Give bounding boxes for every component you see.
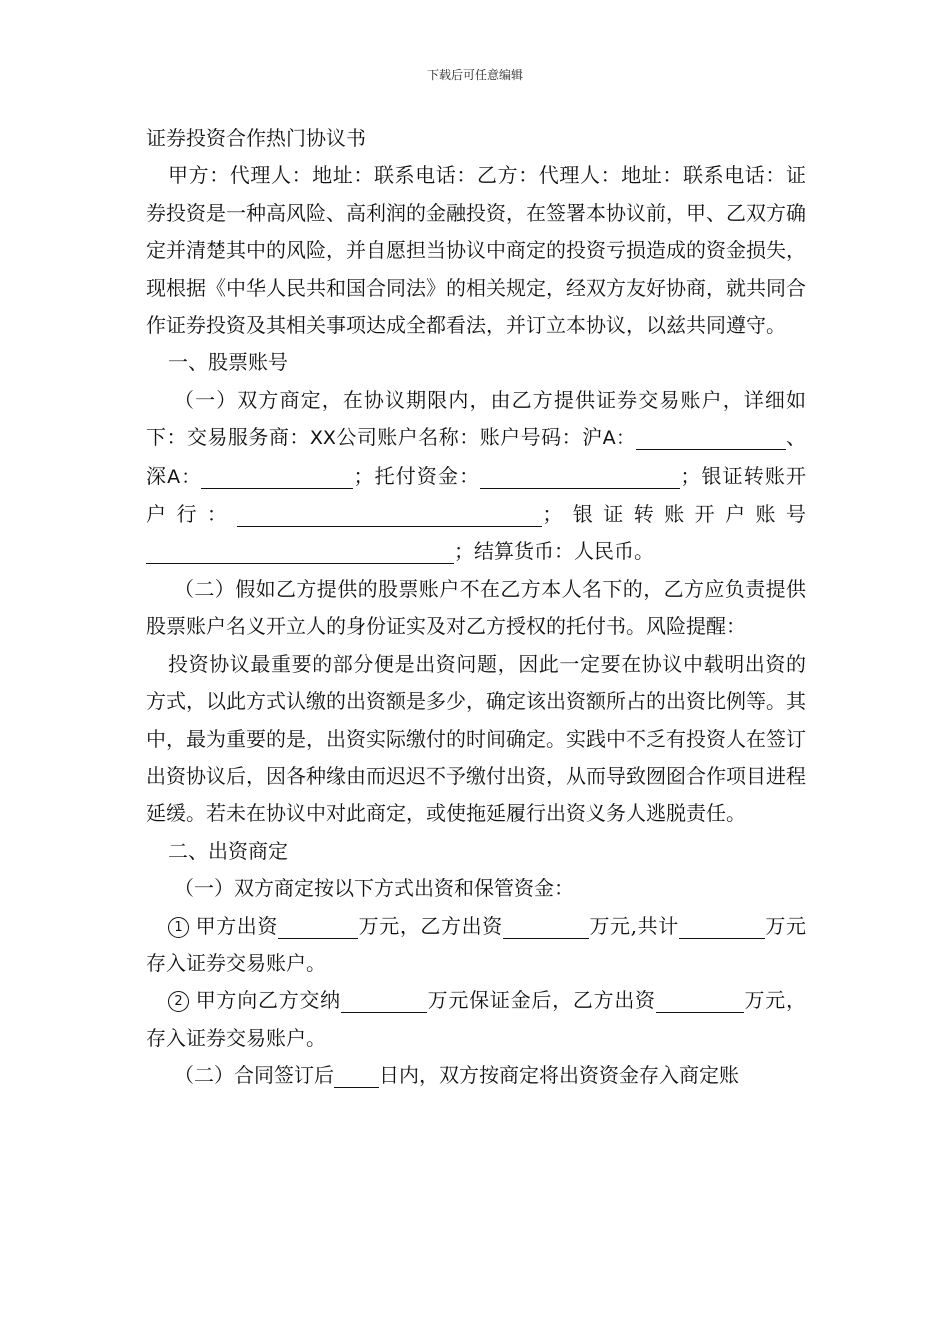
section1-paragraph-2: （二）假如乙方提供的股票账户不在乙方本人名下的，乙方应负责提供股票账户名义开立人的身份证实及对乙方授权的托付书。风险提醒： (146, 576, 806, 639)
text-segment: 万元保证金后，乙方出资 (426, 988, 656, 1013)
section2-paragraph-1: （一）双方商定按以下方式出资和保管资金： (174, 876, 574, 901)
text-segment: （一）双方商定，在协议期限内，由乙方提供证券交易账户，详细如下：交易服务商： (146, 387, 806, 450)
sz-account-blank[interactable] (201, 466, 353, 489)
contribution-item-2 (146, 982, 806, 1057)
text-segment: ；结算货币：人民币。 (454, 539, 654, 564)
section2-paragraph-2 (146, 1057, 806, 1094)
text-segment: ；银证转账开户行： (146, 463, 807, 527)
party-a-amount-blank[interactable] (278, 916, 358, 939)
intro-paragraph: 甲方：代理人：地址：联系电话：乙方：代理人：地址：联系电话：证券投资是一种高风险、高利润的金融投资，在签署本协议前，甲、乙双方确定并清楚其中的风险，并自愿担当协议中商定的投资亏损造成的资金损失，现根据《中华人民共和国合同法》的相关规定，经双方友好协商，就共同合作证券投资及其相关事项达成全都看法，并订立本协议，以兹共同遵守。 (146, 163, 806, 338)
text-segment: 日内，双方按商定将出资资金存入商定账 (379, 1063, 739, 1088)
text-segment: 甲方向乙方交纳 (195, 988, 341, 1013)
text-segment: 、深 (146, 425, 807, 488)
risk-paragraph: 投资协议最重要的部分便是出资问题，因此一定要在协议中载明出资的方式，以此方式认缴的出资额是多少，确定该出资额所占的出资比例等。其中，最为重要的是，出资实际缴付的时间确定。实践中不乏有投资人在签订出资协议后，因各种缘由而迟迟不予缴付出资，从而导致囫囵合作项目进程延缓。若未在协议中对此商定，或使拖延履行出资义务人逃脱责任。 (146, 651, 806, 826)
section1-account-paragraph (146, 382, 806, 571)
document-body (146, 120, 806, 1095)
header-note: 下载后可任意编辑 (426, 68, 523, 82)
text-segment: ；托付资金： (353, 463, 481, 488)
text-segment: （二）合同签订后 (174, 1063, 334, 1088)
section2-heading: 二、出资商定 (168, 838, 288, 863)
text-segment: 万元,共计 (588, 913, 679, 938)
text-segment: 甲方出资 (195, 913, 279, 938)
party-b-amount-blank[interactable] (503, 916, 589, 939)
text-segment: 万元，乙方出资 (358, 913, 503, 938)
text-segment: 万元存入证券交易账户。 (146, 913, 807, 975)
section1-heading: 一、股票账号 (168, 350, 288, 375)
circled-number: 2 (168, 991, 189, 1012)
bank-account-blank[interactable] (146, 541, 454, 564)
entrusted-funds-blank[interactable] (480, 466, 680, 489)
text-segment: 公司账户名称：账户号码：沪 (335, 425, 603, 450)
sz-label: A： (167, 465, 202, 488)
sh-label: A： (602, 427, 636, 450)
document-title: 证券投资合作热门协议书 (146, 126, 366, 150)
sh-account-blank[interactable] (636, 427, 786, 450)
text-segment: 万元，存入证券交易账户。 (146, 988, 807, 1050)
deposit-amount-blank[interactable] (341, 990, 427, 1013)
bank-branch-blank[interactable] (237, 504, 542, 527)
days-blank[interactable] (334, 1065, 379, 1088)
contribution-item-1 (146, 908, 806, 983)
total-amount-blank[interactable] (679, 916, 765, 939)
broker-name: XX (309, 427, 336, 450)
circled-number: 1 (168, 917, 189, 938)
party-b-contribution-blank[interactable] (656, 990, 744, 1013)
text-segment: ；银证转账开户账号 (542, 502, 807, 527)
